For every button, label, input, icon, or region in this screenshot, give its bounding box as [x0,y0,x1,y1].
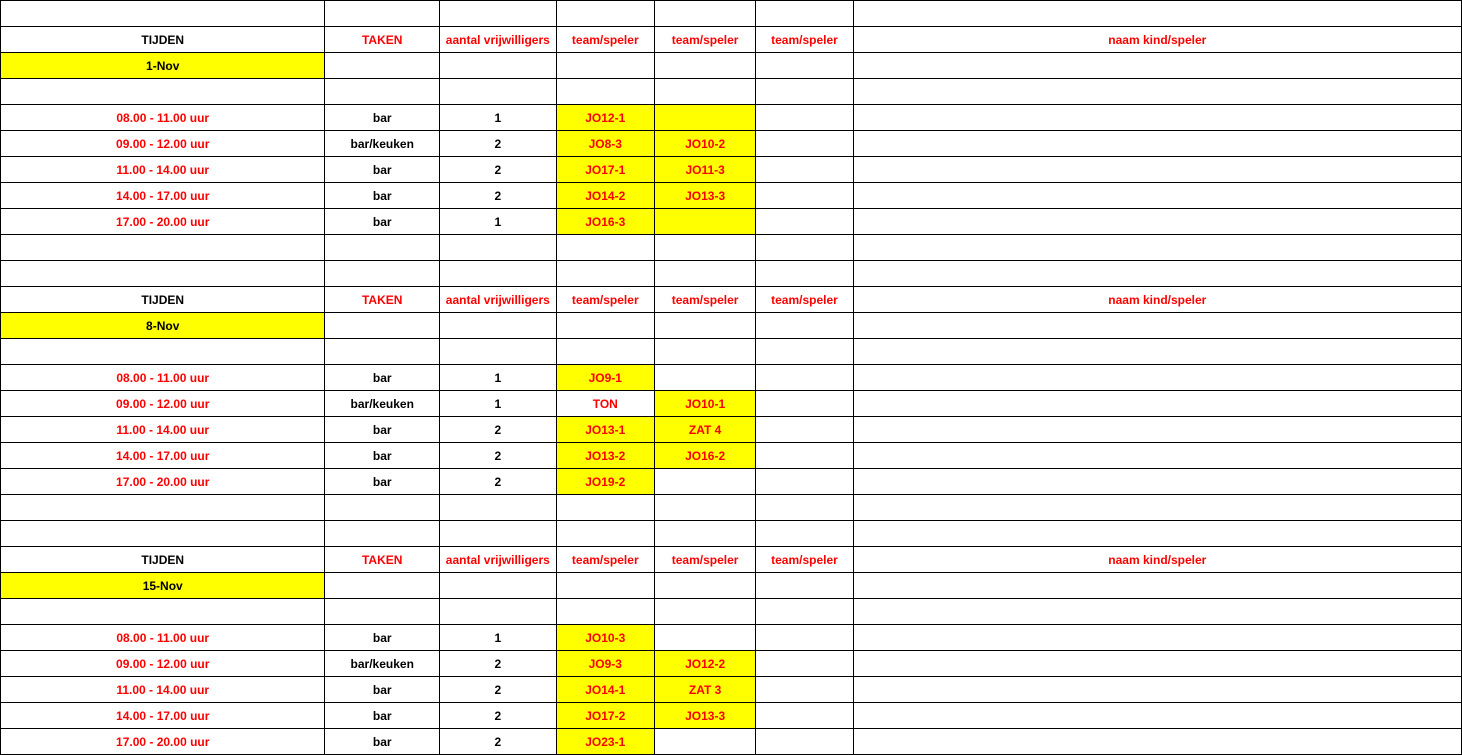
shift-team-1[interactable]: JO13-2 [556,443,654,469]
shift-team-3[interactable] [756,625,853,651]
shift-row [1,469,1462,495]
shift-row [1,183,1462,209]
shift-row [1,729,1462,755]
shift-child-name[interactable] [853,209,1461,235]
shift-time: 11.00 - 14.00 uur [1,157,325,183]
shift-time: 08.00 - 11.00 uur [1,365,325,391]
shift-time: 08.00 - 11.00 uur [1,105,325,131]
empty-cell [853,261,1461,287]
spacer-row [1,599,1462,625]
empty-cell [654,79,755,105]
empty-cell [325,573,440,599]
empty-cell [440,313,557,339]
header-naam-kind-speler: naam kind/speler [853,27,1461,53]
shift-team-3[interactable] [756,469,853,495]
shift-team-3[interactable] [756,105,853,131]
empty-cell [756,599,853,625]
shift-task: bar [325,677,440,703]
shift-volunteer-count: 2 [440,131,557,157]
shift-time: 17.00 - 20.00 uur [1,469,325,495]
header-tijden: TIJDEN [1,547,325,573]
spacer-row [1,521,1462,547]
shift-team-1[interactable]: JO14-1 [556,677,654,703]
shift-time: 09.00 - 12.00 uur [1,391,325,417]
shift-time: 17.00 - 20.00 uur [1,209,325,235]
empty-cell [756,261,853,287]
shift-task: bar [325,625,440,651]
shift-child-name[interactable] [853,183,1461,209]
shift-volunteer-count: 2 [440,157,557,183]
shift-team-2[interactable]: JO13-3 [654,703,755,729]
date-label: 15-Nov [1,573,325,599]
column-header-row [1,287,1462,313]
empty-cell [654,313,755,339]
empty-cell [654,521,755,547]
shift-task: bar/keuken [325,131,440,157]
spacer-row [1,261,1462,287]
shift-row [1,391,1462,417]
column-header-row [1,547,1462,573]
empty-cell [440,53,557,79]
shift-row [1,703,1462,729]
empty-cell [756,313,853,339]
shift-row [1,625,1462,651]
shift-team-2[interactable] [654,625,755,651]
shift-team-3[interactable] [756,131,853,157]
empty-cell [325,521,440,547]
empty-cell [325,235,440,261]
shift-task: bar [325,703,440,729]
shift-time: 14.00 - 17.00 uur [1,443,325,469]
shift-child-name[interactable] [853,625,1461,651]
shift-task: bar [325,417,440,443]
header-team-speler-1: team/speler [556,27,654,53]
shift-team-2[interactable] [654,469,755,495]
shift-child-name[interactable] [853,703,1461,729]
empty-cell [440,235,557,261]
shift-child-name[interactable] [853,651,1461,677]
empty-cell [556,521,654,547]
shift-team-1[interactable]: JO8-3 [556,131,654,157]
shift-team-3[interactable] [756,677,853,703]
empty-cell [756,235,853,261]
header-team-speler-1: team/speler [556,287,654,313]
shift-row [1,209,1462,235]
shift-volunteer-count: 1 [440,209,557,235]
shift-team-1[interactable]: JO14-2 [556,183,654,209]
empty-cell [556,1,654,27]
header-taken: TAKEN [325,27,440,53]
empty-cell [440,521,557,547]
shift-child-name[interactable] [853,729,1461,755]
header-team-speler-2: team/speler [654,27,755,53]
shift-task: bar [325,443,440,469]
spacer-row [1,79,1462,105]
empty-cell [853,1,1461,27]
shift-team-2[interactable]: JO10-2 [654,131,755,157]
shift-team-3[interactable] [756,183,853,209]
empty-cell [556,313,654,339]
shift-volunteer-count: 1 [440,105,557,131]
header-team-speler-2: team/speler [654,287,755,313]
shift-row [1,105,1462,131]
empty-cell [654,53,755,79]
empty-cell [325,339,440,365]
empty-cell [325,79,440,105]
shift-team-3[interactable] [756,703,853,729]
header-team-speler-2: team/speler [654,547,755,573]
shift-team-2[interactable]: JO10-1 [654,391,755,417]
shift-team-3[interactable] [756,365,853,391]
date-row [1,573,1462,599]
shift-volunteer-count: 1 [440,391,557,417]
shift-volunteer-count: 2 [440,677,557,703]
shift-team-1[interactable]: JO17-1 [556,157,654,183]
shift-team-2[interactable] [654,209,755,235]
shift-volunteer-count: 2 [440,469,557,495]
shift-team-3[interactable] [756,651,853,677]
shift-task: bar [325,105,440,131]
shift-row [1,365,1462,391]
shift-team-1[interactable]: JO16-3 [556,209,654,235]
empty-cell [1,79,325,105]
header-aantal-vrijwilligers: aantal vrijwilligers [440,27,557,53]
header-taken: TAKEN [325,547,440,573]
empty-cell [654,339,755,365]
shift-child-name[interactable] [853,677,1461,703]
spacer-row [1,235,1462,261]
empty-cell [654,235,755,261]
empty-cell [1,1,325,27]
shift-team-1[interactable]: JO17-2 [556,703,654,729]
header-tijden: TIJDEN [1,27,325,53]
empty-cell [440,261,557,287]
shift-row [1,157,1462,183]
empty-cell [756,495,853,521]
empty-cell [1,339,325,365]
empty-cell [556,339,654,365]
empty-cell [654,261,755,287]
shift-child-name[interactable] [853,391,1461,417]
shift-team-1[interactable]: JO23-1 [556,729,654,755]
empty-cell [756,573,853,599]
empty-cell [853,573,1461,599]
shift-team-2[interactable]: JO11-3 [654,157,755,183]
spacer-row [1,1,1462,27]
empty-cell [556,261,654,287]
empty-cell [556,495,654,521]
header-naam-kind-speler: naam kind/speler [853,287,1461,313]
shift-row [1,677,1462,703]
shift-task: bar/keuken [325,651,440,677]
header-team-speler-3: team/speler [756,27,853,53]
shift-child-name[interactable] [853,131,1461,157]
header-aantal-vrijwilligers: aantal vrijwilligers [440,547,557,573]
shift-child-name[interactable] [853,105,1461,131]
header-team-speler-3: team/speler [756,287,853,313]
shift-time: 08.00 - 11.00 uur [1,625,325,651]
header-aantal-vrijwilligers: aantal vrijwilligers [440,287,557,313]
shift-volunteer-count: 2 [440,183,557,209]
shift-row [1,131,1462,157]
empty-cell [556,53,654,79]
shift-team-2[interactable]: JO13-3 [654,183,755,209]
shift-team-1[interactable]: JO13-1 [556,417,654,443]
empty-cell [440,1,557,27]
shift-team-1[interactable]: JO9-3 [556,651,654,677]
empty-cell [654,1,755,27]
empty-cell [654,599,755,625]
shift-team-1[interactable]: JO12-1 [556,105,654,131]
empty-cell [853,521,1461,547]
shift-team-1[interactable]: TON [556,391,654,417]
shift-row [1,651,1462,677]
shift-team-2[interactable] [654,365,755,391]
empty-cell [1,599,325,625]
shift-row [1,443,1462,469]
empty-cell [756,79,853,105]
empty-cell [440,573,557,599]
date-row [1,53,1462,79]
shift-team-3[interactable] [756,417,853,443]
empty-cell [440,495,557,521]
shift-team-2[interactable] [654,729,755,755]
empty-cell [325,599,440,625]
empty-cell [440,599,557,625]
empty-cell [853,599,1461,625]
header-taken: TAKEN [325,287,440,313]
spacer-row [1,339,1462,365]
empty-cell [853,339,1461,365]
shift-child-name[interactable] [853,417,1461,443]
shift-task: bar [325,365,440,391]
header-team-speler-3: team/speler [756,547,853,573]
shift-volunteer-count: 2 [440,443,557,469]
shift-task: bar [325,209,440,235]
empty-cell [654,495,755,521]
shift-team-3[interactable] [756,209,853,235]
shift-volunteer-count: 1 [440,625,557,651]
empty-cell [556,79,654,105]
empty-cell [440,79,557,105]
shift-volunteer-count: 2 [440,651,557,677]
shift-child-name[interactable] [853,157,1461,183]
column-header-row [1,27,1462,53]
shift-task: bar/keuken [325,391,440,417]
empty-cell [756,339,853,365]
empty-cell [325,53,440,79]
shift-team-2[interactable]: JO16-2 [654,443,755,469]
empty-cell [325,261,440,287]
shift-volunteer-count: 2 [440,703,557,729]
shift-volunteer-count: 1 [440,365,557,391]
shift-time: 14.00 - 17.00 uur [1,183,325,209]
empty-cell [556,573,654,599]
empty-cell [1,521,325,547]
shift-row [1,417,1462,443]
header-naam-kind-speler: naam kind/speler [853,547,1461,573]
empty-cell [325,313,440,339]
shift-team-1[interactable]: JO19-2 [556,469,654,495]
empty-cell [1,235,325,261]
header-tijden: TIJDEN [1,287,325,313]
empty-cell [556,235,654,261]
shift-volunteer-count: 2 [440,729,557,755]
empty-cell [853,53,1461,79]
shift-task: bar [325,729,440,755]
empty-cell [756,1,853,27]
shift-child-name[interactable] [853,443,1461,469]
shift-child-name[interactable] [853,365,1461,391]
shift-team-1[interactable]: JO10-3 [556,625,654,651]
date-row [1,313,1462,339]
shift-child-name[interactable] [853,469,1461,495]
empty-cell [440,339,557,365]
date-label: 1-Nov [1,53,325,79]
empty-cell [853,313,1461,339]
empty-cell [325,495,440,521]
shift-time: 14.00 - 17.00 uur [1,703,325,729]
shift-team-3[interactable] [756,443,853,469]
shift-task: bar [325,157,440,183]
header-team-speler-1: team/speler [556,547,654,573]
empty-cell [1,261,325,287]
shift-time: 09.00 - 12.00 uur [1,651,325,677]
empty-cell [556,599,654,625]
shift-team-2[interactable]: ZAT 4 [654,417,755,443]
shift-team-3[interactable] [756,729,853,755]
date-label: 8-Nov [1,313,325,339]
shift-team-3[interactable] [756,391,853,417]
shift-volunteer-count: 2 [440,417,557,443]
empty-cell [1,495,325,521]
shift-time: 09.00 - 12.00 uur [1,131,325,157]
empty-cell [325,1,440,27]
shift-task: bar [325,469,440,495]
empty-cell [853,495,1461,521]
shift-team-2[interactable] [654,105,755,131]
empty-cell [756,53,853,79]
empty-cell [654,573,755,599]
shift-time: 11.00 - 14.00 uur [1,677,325,703]
shift-time: 11.00 - 14.00 uur [1,417,325,443]
shift-team-2[interactable]: JO12-2 [654,651,755,677]
shift-team-3[interactable] [756,157,853,183]
shift-team-1[interactable]: JO9-1 [556,365,654,391]
shift-task: bar [325,183,440,209]
spacer-row [1,495,1462,521]
shift-time: 17.00 - 20.00 uur [1,729,325,755]
empty-cell [756,521,853,547]
empty-cell [853,235,1461,261]
shift-team-2[interactable]: ZAT 3 [654,677,755,703]
empty-cell [853,79,1461,105]
